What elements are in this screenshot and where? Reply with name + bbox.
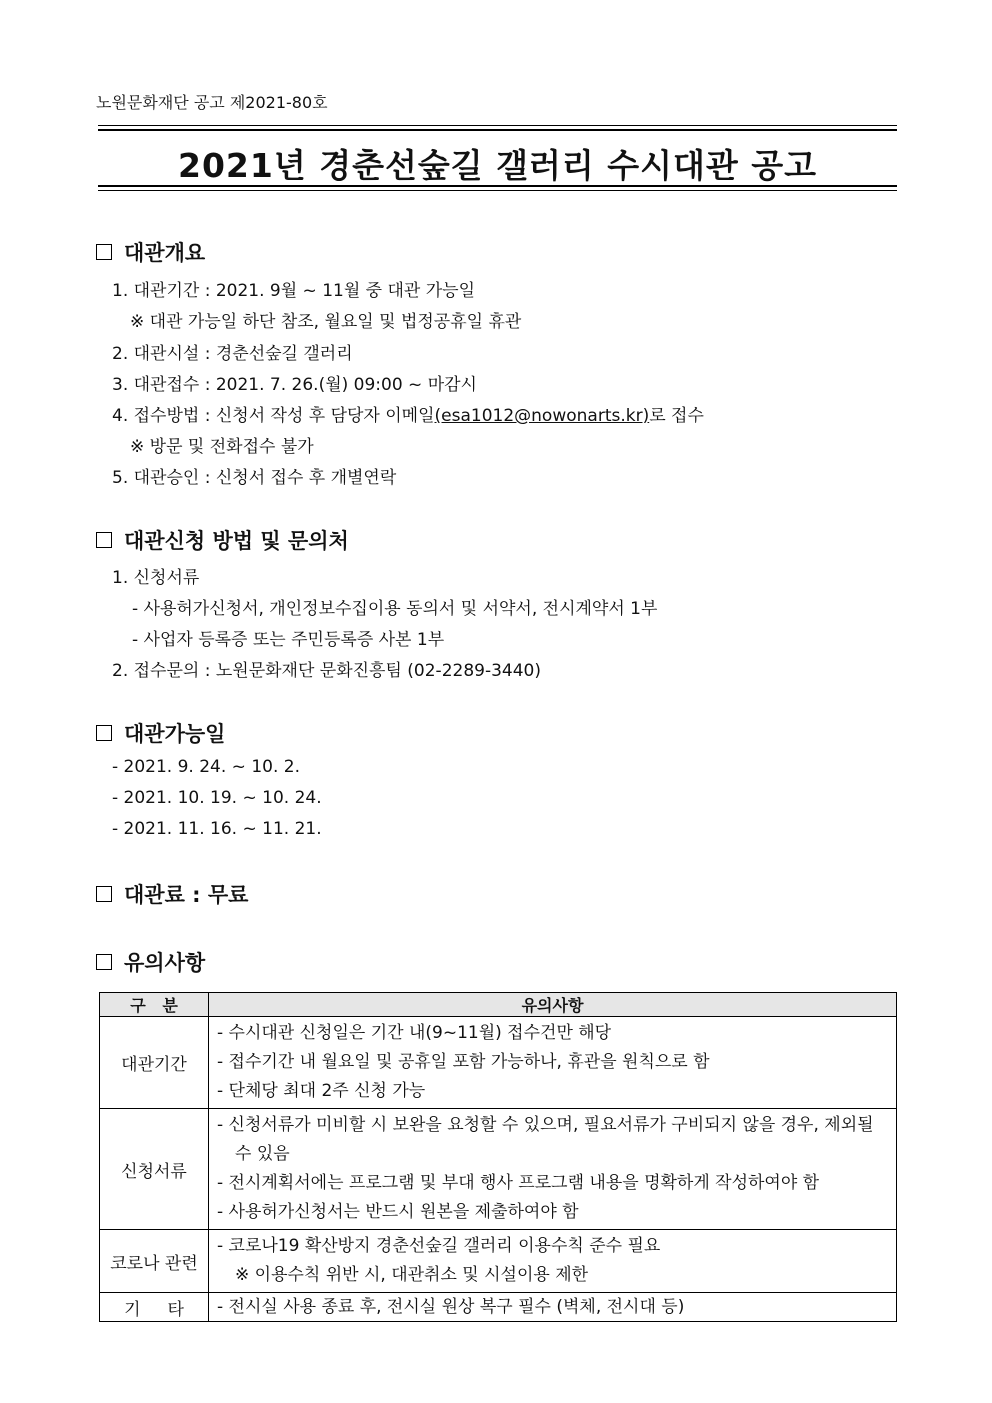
date-line: - 2021. 11. 16. ~ 11. 21. xyxy=(112,819,322,839)
checkbox-square-icon xyxy=(96,244,112,260)
table-row xyxy=(100,1109,897,1230)
overview-line: 5. 대관승인 : 신청서 접수 후 개별연락 xyxy=(112,468,397,488)
section-heading-text: 대관개요 xyxy=(124,241,206,265)
table-row xyxy=(100,1230,897,1293)
overview-line: 1. 대관기간 : 2021. 9월 ~ 11월 중 대관 가능일 xyxy=(112,281,476,301)
section-heading-notes xyxy=(96,947,205,977)
overview-line: 3. 대관접수 : 2021. 7. 26.(월) 09:00 ~ 마감시 xyxy=(112,375,477,395)
overview-line-email xyxy=(112,401,704,426)
notice-number: 노원문화재단 공고 제2021-80호 xyxy=(96,93,328,112)
overview-line: ※ 방문 및 전화접수 불가 xyxy=(130,437,314,457)
apply-line: 1. 신청서류 xyxy=(112,568,200,588)
checkbox-square-icon xyxy=(96,725,112,741)
section-heading-text: 대관료 : 무료 xyxy=(124,883,249,907)
row-category: 대관기간 xyxy=(100,1017,209,1109)
overview-line-text: 로 접수 xyxy=(649,406,704,426)
row-items xyxy=(209,1017,897,1109)
notes-table xyxy=(99,992,897,1322)
title-frame xyxy=(98,125,897,191)
row-items xyxy=(209,1109,897,1230)
section-heading-text: 대관가능일 xyxy=(124,722,226,746)
email-link[interactable]: (esa1012@nowonarts.kr) xyxy=(434,406,650,426)
apply-line: 2. 접수문의 : 노원문화재단 문화진흥팀 (02-2289-3440) xyxy=(112,661,541,681)
note-item: - 전시실 사용 종료 후, 전시실 원상 복구 필수 (벽체, 전시대 등) xyxy=(217,1297,685,1317)
note-item: - 수시대관 신청일은 기간 내(9~11월) 접수건만 해당 xyxy=(217,1023,612,1043)
section-heading-dates xyxy=(96,718,225,748)
note-item: - 사용허가신청서는 반드시 원본을 제출하여야 함 xyxy=(217,1202,579,1222)
apply-line: - 사용허가신청서, 개인정보수집이용 동의서 및 서약서, 전시계약서 1부 xyxy=(132,599,658,619)
row-category: 코로나 관련 xyxy=(100,1230,209,1293)
note-item: ※ 이용수칙 위반 시, 대관취소 및 시설이용 제한 xyxy=(235,1265,589,1285)
apply-line: - 사업자 등록증 또는 주민등록증 사본 1부 xyxy=(132,630,445,650)
row-items xyxy=(209,1230,897,1293)
date-line: - 2021. 10. 19. ~ 10. 24. xyxy=(112,788,322,808)
table-row xyxy=(100,1017,897,1109)
checkbox-square-icon xyxy=(96,886,112,902)
row-items xyxy=(209,1293,897,1322)
column-header-category: 구 분 xyxy=(100,993,209,1017)
checkbox-square-icon xyxy=(96,954,112,970)
table-header-row xyxy=(100,993,897,1017)
row-category: 신청서류 xyxy=(100,1109,209,1230)
overview-line: 2. 대관시설 : 경춘선숲길 갤러리 xyxy=(112,344,353,364)
table-row xyxy=(100,1293,897,1322)
overview-line-text: 4. 접수방법 : 신청서 작성 후 담당자 이메일 xyxy=(112,406,435,426)
note-item: - 신청서류가 미비할 시 보완을 요청할 수 있으며, 필요서류가 구비되지 않을 경우, 제외될 수 있음 xyxy=(217,1115,874,1164)
document-title: 2021년 경춘선숲길 갤러리 수시대관 공고 xyxy=(178,146,817,185)
note-item: - 접수기간 내 월요일 및 공휴일 포함 가능하나, 휴관을 원칙으로 함 xyxy=(217,1052,710,1072)
column-header-notes: 유의사항 xyxy=(209,993,897,1017)
section-heading-fee xyxy=(96,879,248,909)
overview-line: ※ 대관 가능일 하단 참조, 월요일 및 법정공휴일 휴관 xyxy=(130,312,522,332)
checkbox-square-icon xyxy=(96,532,112,548)
date-line: - 2021. 9. 24. ~ 10. 2. xyxy=(112,757,300,777)
note-item: - 단체당 최대 2주 신청 가능 xyxy=(217,1081,426,1101)
note-item: - 코로나19 확산방지 경춘선숲길 갤러리 이용수칙 준수 필요 xyxy=(217,1236,661,1256)
section-heading-apply xyxy=(96,525,349,555)
section-heading-overview xyxy=(96,237,205,267)
note-item: - 전시계획서에는 프로그램 및 부대 행사 프로그램 내용을 명확하게 작성하여야 함 xyxy=(217,1173,820,1193)
section-heading-text: 유의사항 xyxy=(124,951,206,975)
row-category: 기 타 xyxy=(100,1293,209,1322)
section-heading-text: 대관신청 방법 및 문의처 xyxy=(124,529,349,553)
